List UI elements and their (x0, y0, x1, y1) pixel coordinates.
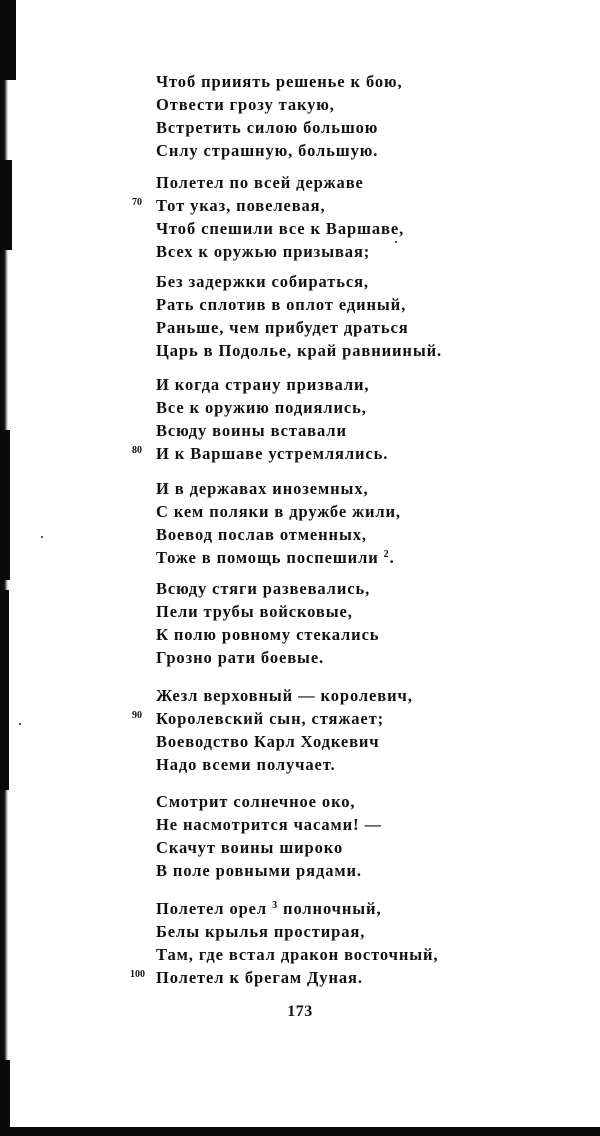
verse-text: полночный, (278, 899, 382, 918)
verse-line (156, 600, 476, 623)
verse-line (156, 477, 476, 500)
verse-text: Раньше, чем прибудет драться (156, 318, 409, 337)
scan-blot (0, 0, 16, 80)
verse-line (132, 442, 476, 465)
verse-line (156, 577, 476, 600)
verse-text: . (389, 548, 395, 567)
verse-line (132, 194, 476, 217)
verse-text: Воеводство Карл Ходкевич (156, 732, 380, 751)
verse-line (156, 790, 476, 813)
verse-text: К полю ровному стекались (156, 625, 380, 644)
verse-line (156, 897, 476, 920)
page-number: 173 (287, 1003, 313, 1020)
stanza (130, 897, 476, 989)
verse-line (156, 813, 476, 836)
verse-line (156, 623, 476, 646)
verse-line (156, 293, 476, 316)
line-number: 90 (132, 710, 142, 721)
verse-line (156, 396, 476, 419)
verse-text: Там, где встал дракон восточный, (156, 945, 439, 964)
verse-text: Пели трубы войсковые, (156, 602, 353, 621)
verse-line (156, 116, 476, 139)
verse-line (156, 684, 476, 707)
stanza (156, 790, 476, 882)
verse-text: Чтоб прииять решенье к бою, (156, 72, 403, 91)
verse-text: Жезл верховный — королевич, (156, 686, 413, 705)
verse-line (156, 316, 476, 339)
verse-line (156, 943, 476, 966)
verse-text: В поле ровными рядами. (156, 861, 362, 880)
scan-speck (41, 536, 43, 538)
verse-text: Полетел по всей державе (156, 173, 364, 192)
verse-line (156, 339, 476, 362)
verse-text: Смотрит солнечное око, (156, 792, 356, 811)
verse-line (156, 646, 476, 669)
verse-line (156, 419, 476, 442)
stanza (156, 577, 476, 669)
verse-text: И когда страну призвали, (156, 375, 370, 394)
verse-text: Встретить силою большою (156, 118, 379, 137)
verse-text: Всюду стяги развевались, (156, 579, 371, 598)
verse-text: Воевод послав отменных, (156, 525, 367, 544)
stanza (156, 70, 476, 162)
scan-shadow-left-edge (0, 0, 8, 1136)
scan-blot (0, 430, 10, 580)
verse-line (156, 270, 476, 293)
verse-line (156, 217, 476, 240)
verse-text: И в державах иноземных, (156, 479, 369, 498)
verse-text: С кем поляки в дружбе жили, (156, 502, 401, 521)
verse-line (130, 966, 476, 989)
verse-line (156, 240, 476, 263)
verse-line (156, 93, 476, 116)
verse-line (156, 730, 476, 753)
verse-text: Полетел к брегам Дуная. (156, 968, 363, 987)
verse-text: Полетел орел (156, 899, 268, 918)
verse-text: И к Варшаве устремлялись. (156, 444, 389, 463)
footnote-marker: 3 (272, 900, 279, 911)
scan-shadow-bottom-edge (0, 1127, 600, 1136)
scan-blot (0, 590, 9, 790)
verse-text: Снлу страшную, большую. (156, 141, 379, 160)
verse-line (156, 546, 476, 569)
verse-text: Всех к оружью призывая; (156, 242, 371, 261)
verse-text: Тот указ, повелевая, (156, 196, 326, 215)
scan-speck (19, 723, 21, 725)
verse-text: Без задержки собираться, (156, 272, 369, 291)
verse-line (156, 523, 476, 546)
verse-text: Все к оружию подиялись, (156, 398, 367, 417)
verse-text: Рать сплотив в оплот единый, (156, 295, 407, 314)
verse-line (156, 70, 476, 93)
footnote-marker: 2 (383, 549, 390, 560)
verse-text: Белы крылья простирая, (156, 922, 366, 941)
verse-text: Тоже в помощь поспешили (156, 548, 379, 567)
verse-line (156, 171, 476, 194)
verse-text: Скачут воины широко (156, 838, 344, 857)
line-number: 100 (130, 969, 145, 980)
verse-line (156, 500, 476, 523)
verse-line (156, 139, 476, 162)
verse-line (156, 373, 476, 396)
stanza (132, 684, 476, 776)
stanza (156, 270, 476, 362)
line-number: 80 (132, 445, 142, 456)
scan-blot (0, 160, 12, 250)
scan-blot (0, 1060, 10, 1136)
verse-line (156, 753, 476, 776)
stanza (132, 373, 476, 465)
verse-text: Грозно рати боевые. (156, 648, 325, 667)
verse-line (156, 859, 476, 882)
verse-line (156, 920, 476, 943)
verse-text: Всюду воины вставали (156, 421, 347, 440)
verse-text: Царь в Подолье, край равнииный. (156, 341, 443, 360)
verse-text: Надо всеми получает. (156, 755, 336, 774)
line-number: 70 (132, 197, 142, 208)
verse-line (156, 836, 476, 859)
verse-text: Королевский сын, стяжает; (156, 709, 385, 728)
stanza (156, 477, 476, 569)
stanza (132, 171, 476, 263)
verse-text: Не насмотрится часами! — (156, 815, 382, 834)
verse-text: Отвести грозу такую, (156, 95, 335, 114)
verse-text: Чтоб спешили все к Варшаве, (156, 219, 405, 238)
verse-line (132, 707, 476, 730)
